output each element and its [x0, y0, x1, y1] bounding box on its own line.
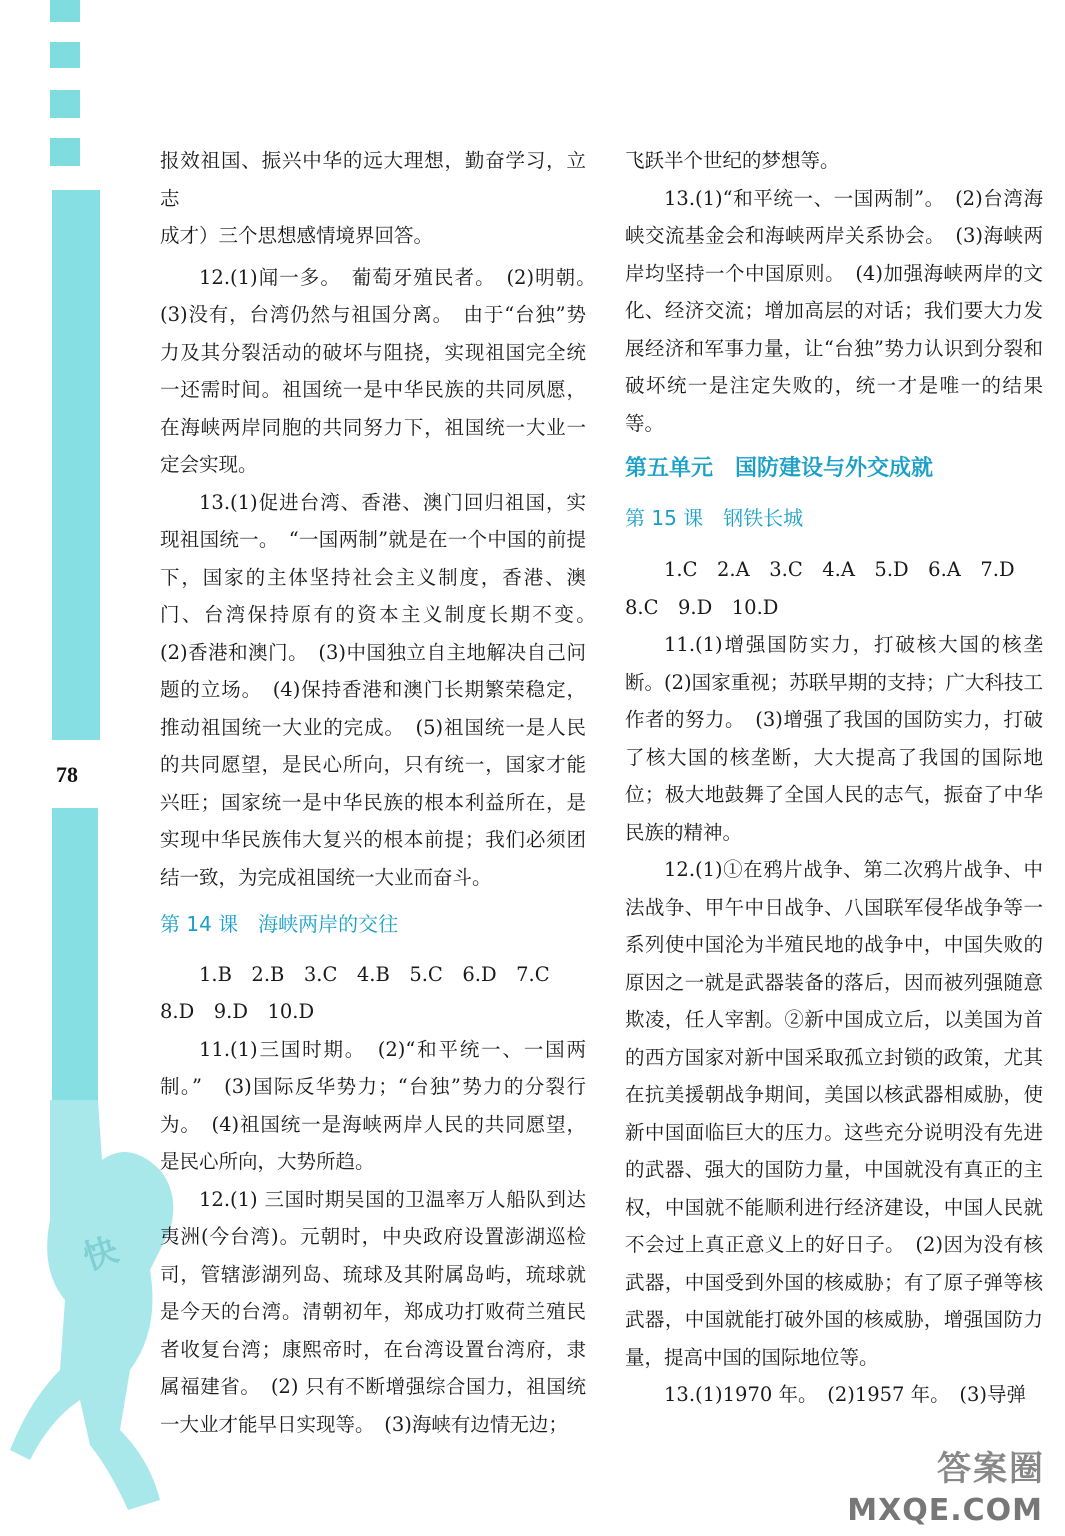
lesson-14-title: 第 14 课 海峡两岸的交往	[160, 912, 399, 936]
paragraph: 12.(1)闻一多。 葡萄牙殖民者。 (2)明朝。 (3)没有，台湾仍然与祖国分离。 由于“台独”势力及其分裂活动的破坏与阻挠，实现祖国完全统一还需时间。祖国统一是中华民族的共同夙愿，在海峡两岸同胞的共同努力下，祖国统一大业一定会实现。	[160, 265, 606, 476]
paragraph: 12.(1)①在鸦片战争、第二次鸦片战争、中法战争、甲午中日战争、八国联军侵华战争等一系列使中国沦为半殖民地的战争中，中国失败的原因之一就是武器装备的落后，因而被列强随意欺凌，任人宰割。②新中国成立后，以美国为首的西方国家对新中国采取孤立封锁的政策，尤其在抗美援朝战争期间，美国以核武器相威胁，使新中国面临巨大的压力。这些充分说明没有先进的武器、强大的国防力量，中国就没有真正的主权，中国就不能顺利进行经济建设，中国人民就不会过上真正意义上的好日子。 (2)因为没有核武器，中国受到外国的核威胁；有了原子弹等核武器，中国就能打破外国的核威胁，增强国防力量，提高中国的国际地位等。	[625, 858, 1043, 1369]
sidebar-block	[50, 42, 80, 68]
page-number: 78	[56, 762, 78, 787]
paragraph: 报效祖国、振兴中华的远大理想，勤奋学习，立志	[160, 149, 586, 210]
paragraph: 12.(1) 三国时期吴国的卫温率万人船队到达夷洲(今台湾)。元朝时，中央政府设置澎湖巡检司，管辖澎湖列岛、琉球及其附属岛屿，琉球就是今天的台湾。清朝初年，郑成功打败荷兰殖民者收复台湾；康熙帝时，在台湾设置台湾府，隶属福建省。 (2) 只有不断增强综合国力，祖国统一大业才能早日实现等。 (3)海峡有边情无边；	[160, 1187, 586, 1436]
paragraph: 飞跃半个世纪的梦想等。	[625, 149, 840, 172]
paragraph: 11.(1)三国时期。 (2)“和平统一、一国两制。” (3)国际反华势力；“台独”势力的分裂行为。 (4)祖国统一是海峡两岸人民的共同愿望，是民心所向，大势所趋。	[160, 1037, 586, 1173]
sidebar-block	[50, 90, 80, 118]
svg-text:快: 快	[78, 1230, 124, 1279]
paragraph: 13.(1)促进台湾、香港、澳门回归祖国，实现祖国统一。 “一国两制”就是在一个中国的前提下，国家的主体坚持社会主义制度，香港、澳门、台湾保持原有的资本主义制度长期不变。 (2)香港和澳门。 (3)中国独立自主地解决自己问题的立场。 (4)保持香港和澳门长期繁荣稳定，推动祖国统一大业的完成。 (5)祖国统一是人民的共同愿望，是民心所向，只有统一，国家才能兴旺；国家统一是中华民族的根本利益所在，是实现中华民族伟大复兴的根本前提；我们必须团结一致，为完成祖国统一大业而奋斗。	[160, 490, 606, 889]
answer-list: 1.C 2.A 3.C 4.A 5.D 6.A 7.D	[664, 558, 1015, 581]
watermark-url: MXQE.COM	[847, 1493, 1043, 1528]
paragraph: 13.(1)1970 年。 (2)1957 年。 (3)导弹	[664, 1383, 1027, 1406]
right-column	[625, 142, 1043, 1414]
paragraph: 11.(1)增强国防实力，打破核大国的核垄断。(2)国家重视；苏联早期的支持；广大科技工作者的努力。 (3)增强了我国的国防实力，打破了核大国的核垄断，大大提高了我国的国际地位；极大地鼓舞了全国人民的志气，振奋了中华民族的精神。	[625, 633, 1043, 844]
lesson-15-title: 第 15 课 钢铁长城	[625, 505, 804, 530]
paragraph: 成才）三个思想感情境界回答。	[160, 224, 434, 247]
paragraph: 13.(1)“和平统一、一国两制”。 (2)台湾海峡交流基金会和海峡两岸关系协会。 (3)海峡两岸均坚持一个中国原则。 (4)加强海峡两岸的文化、经济交流；增加高层的对话；我们要大力发展经济和军事力量，让“台独”势力认识到分裂和破坏统一是注定失败的，统一才是唯一的结果等。	[625, 186, 1043, 435]
sidebar-block	[50, 0, 80, 22]
answer-list: 8.D 9.D 10.D	[160, 1000, 315, 1023]
sidebar-bar	[52, 190, 100, 740]
sidebar-bar	[52, 808, 98, 1138]
sidebar-block	[50, 138, 80, 166]
answer-list: 1.B 2.B 3.C 4.B 5.C 6.D 7.C	[199, 962, 550, 986]
answer-list: 8.C 9.D 10.D	[625, 595, 779, 619]
left-column	[160, 142, 606, 1443]
watermark-logo: 答案圈	[937, 1449, 1045, 1489]
unit-5-title: 第五单元 国防建设与外交成就	[625, 456, 934, 481]
